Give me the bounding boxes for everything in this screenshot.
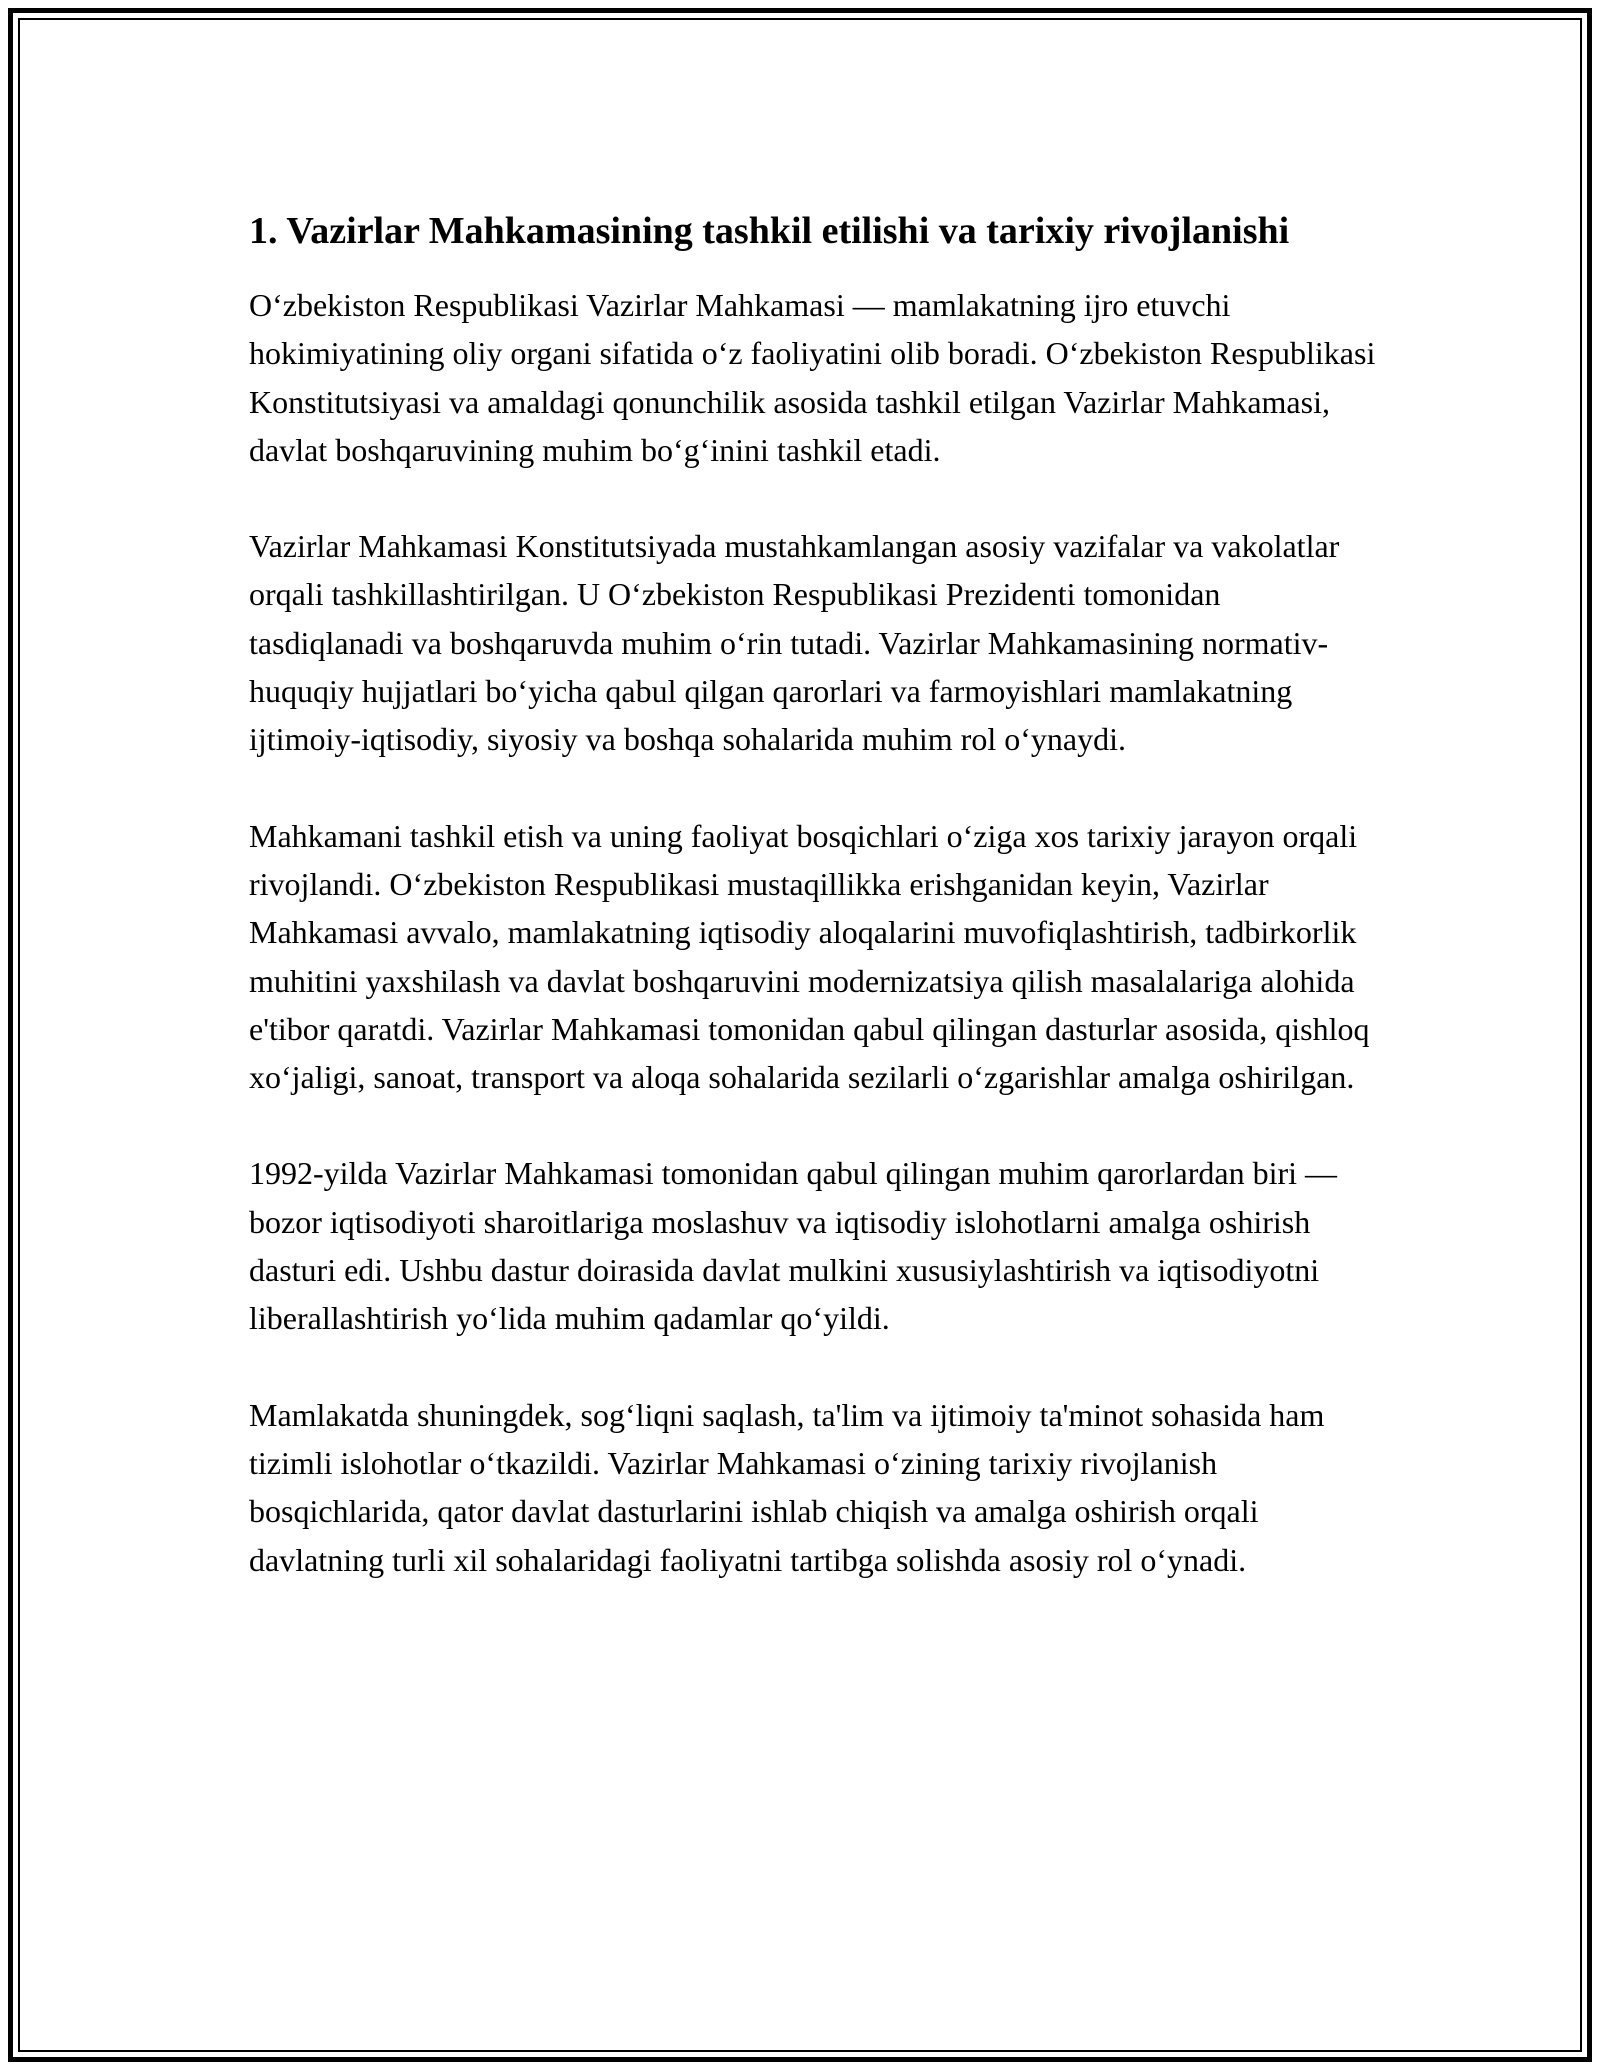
paragraph-5: Mamlakatda shuningdek, sog‘liqni saqlash, ta'lim va ijtimoiy ta'minot sohasida ham tizimli islohotlar o‘tkazildi. Vazirlar Mahkamasi o‘zining tarixiy rivojlanish bosqichlarida, qator davlat dasturlarini ishlab chiqish va amalga oshirish orqali davlatning turli xil sohalaridagi faoliyatni tartibga solishda asosiy rol o‘ynadi. <box>249 1396 1325 1578</box>
paragraph-2: Vazirlar Mahkamasi Konstitutsiyada mustahkamlangan asosiy vazifalar va vakolatlar orqali tashkillashtirilgan. U O‘zbekiston Respublikasi Prezidenti tomonidan tasdiqlanadi va boshqaruvda muhim o‘rin tutadi. Vazirlar Mahkamasining normativ-huquqiy hujjatlari bo‘yicha qabul qilgan qarorlari va farmoyishlari mamlakatning ijtimoiy-iqtisodiy, siyosiy va boshqa sohalarida muhim rol o‘ynaydi. <box>249 528 1340 758</box>
section-heading: 1. Vazirlar Mahkamasining tashkil etilishi va tarixiy rivojlanishi <box>249 210 1290 252</box>
paragraph-4: 1992-yilda Vazirlar Mahkamasi tomonidan qabul qilingan muhim qarorlardan biri — bozor iqtisodiyoti sharoitlariga moslashuv va iqtisodiy islohotlarni amalga oshirish dasturi edi. Ushbu dastur doirasida davlat mulkini xususiylashtirish va iqtisodiyotni liberallashtirish yo‘lida muhim qadamlar qo‘yildi. <box>249 1155 1338 1337</box>
page-frame <box>8 8 1592 2062</box>
paragraph-1: O‘zbekiston Respublikasi Vazirlar Mahkamasi — mamlakatning ijro etuvchi hokimiyatining oliy organi sifatida o‘z faoliyatini olib boradi. O‘zbekiston Respublikasi Konstitutsiyasi va amaldagi qonunchilik asosida tashkil etilgan Vazirlar Mahkamasi, davlat boshqaruvining muhim bo‘g‘inini tashkil etadi. <box>249 287 1376 468</box>
paragraph-3: Mahkamani tashkil etish va uning faoliyat bosqichlari o‘ziga xos tarixiy jarayon orqali rivojlandi. O‘zbekiston Respublikasi mustaqillikka erishganidan keyin, Vazirlar Mahkamasi avvalo, mamlakatning iqtisodiy aloqalarini muvofiqlashtirish, tadbirkorlik muhitini yaxshilash va davlat boshqaruvini modernizatsiya qilish masalalariga alohida e'tibor qaratdi. Vazirlar Mahkamasi tomonidan qabul qilingan dasturlar asosida, qishloq xo‘jaligi, sanoat, transport va aloqa sohalarida sezilarli o‘zgarishlar amalga oshirilgan. <box>249 817 1370 1096</box>
document-content <box>249 203 1379 1632</box>
